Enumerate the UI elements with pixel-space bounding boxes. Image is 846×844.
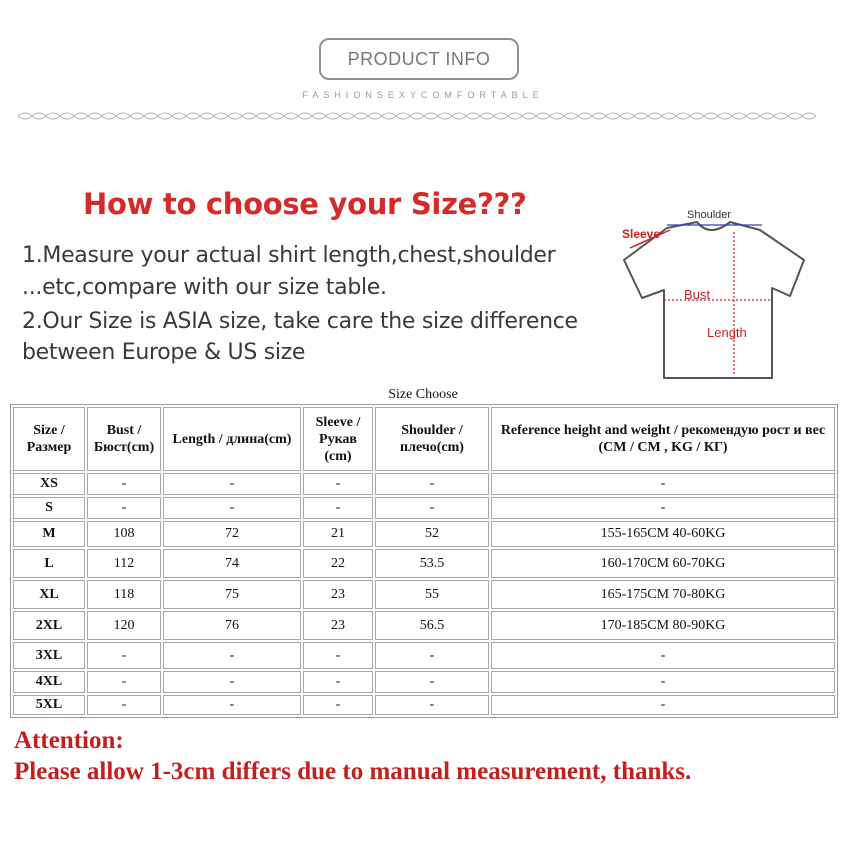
- sleeve-cell: -: [303, 671, 373, 693]
- reference-cell: 165-175CM 70-80KG: [491, 580, 835, 609]
- reference-cell: -: [491, 695, 835, 715]
- instruction-line-3: 2.Our Size is ASIA size, take care the size difference: [22, 309, 578, 334]
- length-cell: -: [163, 695, 301, 715]
- table-row: [13, 549, 835, 578]
- size-cell: S: [13, 497, 85, 519]
- col-header-reference: Reference height and weight / рекомендую рост и вес (CM / CM , KG / КГ): [491, 407, 835, 471]
- reference-cell: -: [491, 642, 835, 669]
- size-cell: 3XL: [13, 642, 85, 669]
- shoulder-cell: -: [375, 473, 489, 495]
- shoulder-label: Shoulder: [687, 209, 732, 221]
- size-cell: L: [13, 549, 85, 578]
- size-cell: 2XL: [13, 611, 85, 640]
- attention-message: Please allow 1-3cm differs due to manual measurement, thanks.: [14, 758, 692, 785]
- length-cell: -: [163, 473, 301, 495]
- brand-tagline: FASHIONSEXYCOMFORTABLE: [302, 90, 544, 100]
- col-header-sleeve: Sleeve / Рукав (cm): [303, 407, 373, 471]
- sleeve-cell: 21: [303, 521, 373, 547]
- table-caption: Size Choose: [388, 387, 458, 402]
- sleeve-cell: -: [303, 642, 373, 669]
- bust-cell: -: [87, 695, 161, 715]
- size-cell: XL: [13, 580, 85, 609]
- sleeve-cell: 22: [303, 549, 373, 578]
- table-row: [13, 473, 835, 495]
- length-cell: 76: [163, 611, 301, 640]
- reference-cell: 155-165CM 40-60KG: [491, 521, 835, 547]
- length-label: Length: [707, 325, 747, 340]
- reference-cell: -: [491, 497, 835, 519]
- product-info-badge: PRODUCT INFO: [319, 38, 519, 80]
- instruction-line-1: 1.Measure your actual shirt length,chest,shoulder: [22, 243, 556, 268]
- table-header-row: [13, 407, 835, 471]
- length-cell: -: [163, 497, 301, 519]
- col-header-bust: Bust / Бюст(cm): [87, 407, 161, 471]
- size-cell: XS: [13, 473, 85, 495]
- bust-cell: -: [87, 473, 161, 495]
- shoulder-cell: 52: [375, 521, 489, 547]
- bust-cell: 118: [87, 580, 161, 609]
- shoulder-cell: 55: [375, 580, 489, 609]
- bust-label: Bust: [684, 287, 711, 302]
- table-row: [13, 642, 835, 669]
- bust-cell: 120: [87, 611, 161, 640]
- length-cell: 74: [163, 549, 301, 578]
- bust-cell: -: [87, 497, 161, 519]
- reference-cell: -: [491, 473, 835, 495]
- table-row: [13, 611, 835, 640]
- shoulder-cell: -: [375, 695, 489, 715]
- sleeve-label: Sleeve: [622, 227, 661, 241]
- col-header-size: Size / Размер: [13, 407, 85, 471]
- shoulder-cell: -: [375, 642, 489, 669]
- sleeve-cell: -: [303, 497, 373, 519]
- size-guide-headline: How to choose your Size???: [83, 187, 527, 221]
- attention-title: Attention:: [14, 727, 124, 754]
- length-cell: 72: [163, 521, 301, 547]
- shoulder-cell: -: [375, 497, 489, 519]
- table-row: [13, 580, 835, 609]
- col-header-shoulder: Shoulder / плечо(cm): [375, 407, 489, 471]
- bust-cell: 108: [87, 521, 161, 547]
- shoulder-cell: 56.5: [375, 611, 489, 640]
- col-header-length: Length / длина(cm): [163, 407, 301, 471]
- length-cell: -: [163, 671, 301, 693]
- sleeve-cell: 23: [303, 580, 373, 609]
- sleeve-cell: -: [303, 695, 373, 715]
- instruction-line-2: ...etc,compare with our size table.: [22, 275, 387, 300]
- table-row: [13, 497, 835, 519]
- size-cell: 4XL: [13, 671, 85, 693]
- bust-cell: -: [87, 642, 161, 669]
- table-row: [13, 521, 835, 547]
- length-cell: -: [163, 642, 301, 669]
- length-cell: 75: [163, 580, 301, 609]
- reference-cell: -: [491, 671, 835, 693]
- size-cell: 5XL: [13, 695, 85, 715]
- size-table: [10, 404, 838, 718]
- bust-cell: 112: [87, 549, 161, 578]
- shoulder-cell: -: [375, 671, 489, 693]
- sleeve-cell: -: [303, 473, 373, 495]
- reference-cell: 170-185CM 80-90KG: [491, 611, 835, 640]
- wave-divider: [18, 108, 822, 124]
- shoulder-cell: 53.5: [375, 549, 489, 578]
- shirt-measurement-diagram: [612, 200, 812, 382]
- size-cell: M: [13, 521, 85, 547]
- table-row: [13, 695, 835, 715]
- reference-cell: 160-170CM 60-70KG: [491, 549, 835, 578]
- table-row: [13, 671, 835, 693]
- bust-cell: -: [87, 671, 161, 693]
- sleeve-cell: 23: [303, 611, 373, 640]
- instruction-line-4: between Europe & US size: [22, 340, 306, 365]
